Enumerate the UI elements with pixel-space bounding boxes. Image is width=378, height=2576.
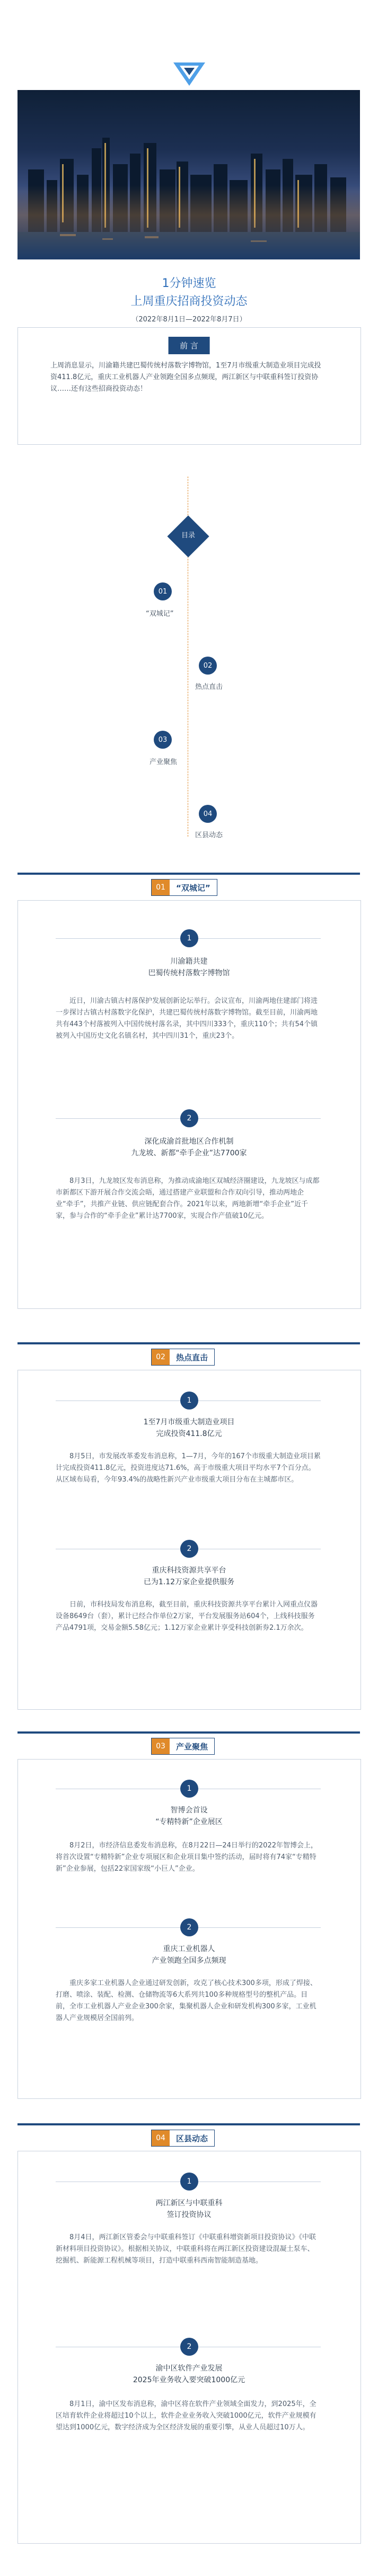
section-1-news-1-body: 近日，川渝古镇古村落保护发展创新论坛举行。会议宣布，川渝两地住建部门将进一步探讨古镇古村落数字化保护，共建巴蜀传统村落数字博物馆。截至目前，川渝两地共有443个村落被列入中国传统村落名录，其中四川333个，重庆110个；共有54个镇被列入中国历史文化名镇名村，其中四川31个，重庆23个。 — [56, 997, 318, 1040]
section-4-top-bar — [17, 2123, 360, 2125]
section-4-news-2-title: 渝中区软件产业发展 2025年业务收入要突破1000亿元 — [133, 2364, 245, 2384]
section-1-num: 01 — [152, 879, 170, 895]
section-4-news-1-num: 1 — [180, 2173, 198, 2191]
section-2-label: 热点直击 — [176, 1352, 208, 1362]
section-2-news-2-title: 重庆科技资源共享平台 已为1.12万家企业提供服务 — [143, 1566, 235, 1586]
city-skyline-image — [17, 90, 360, 259]
catalog-item-2-num[interactable]: 02 — [199, 657, 217, 675]
section-3-top-bar — [17, 1731, 360, 1734]
section-4-news-1-body: 8月4日，两江新区管委会与中联重科签订《中联重科增资新项目投资协议》《中联新材料项目投资协议》。根据相关协议，中联重科将在两江新区投资建设混凝土泵车、挖掘机、新能源工程机械等项目，打造中联重科西南智能制造基地。 — [56, 2233, 317, 2265]
section-4-news-1-title: 两江新区与中联重科 签订投资协议 — [155, 2199, 223, 2219]
section-1-label: “双城记” — [176, 883, 210, 893]
title-line-2: 上周重庆招商投资动态 — [130, 295, 248, 308]
section-1-top-bar — [17, 873, 360, 875]
section-1-tag — [151, 879, 217, 896]
section-4-num: 04 — [152, 2130, 170, 2146]
section-1-news-2-title: 深化成渝首批地区合作机制 九龙坡、新都“牵手企业”达7700家 — [131, 1137, 247, 1157]
section-3-news-1-body: 8月2日，市经济信息委发布消息称，在8月22日—24日举行的2022年智博会上，将首次设置“专精特新”企业专项展区和企业项目集中签约活动，届时将有74家“专精特新”企业参展，包括22家国家级“小巨人”企业。 — [56, 1842, 318, 1873]
section-1-news-1-num: 1 — [180, 929, 198, 947]
section-1-news-2-body: 8月3日，九龙坡区发布消息称，为推动成渝地区双城经济圈建设，九龙坡区与成都市新都区下游开展合作交流会晤，通过搭建产业联盟和合作双向引导，推动两地企业“牵手”，共推产业链、供应链配套合作。2021年以来，两地新增“牵手企业”近千家，参与合作的“牵手企业”累计达7700家，实现合作产值破10亿元。 — [56, 1177, 320, 1220]
preface-label: 前 言 — [168, 337, 210, 354]
catalog-item-4-num[interactable]: 04 — [199, 805, 217, 823]
section-3-news-1-num: 1 — [180, 1780, 198, 1798]
title-line-1: 1分钟速览 — [162, 277, 216, 290]
section-1-news-1-title: 川渝籍共建 巴蜀传统村落数字博物馆 — [148, 957, 230, 977]
section-3-news-1-title: 智博会首设 “专精特新”企业展区 — [155, 1806, 223, 1826]
section-1-news-2-num: 2 — [180, 1109, 198, 1127]
section-3-num: 03 — [152, 1738, 170, 1754]
catalog-item-1-num[interactable]: 01 — [154, 582, 172, 600]
section-4-tag — [151, 2130, 215, 2147]
catalog-item-3-num[interactable]: 03 — [154, 731, 172, 749]
catalog-item-1-label[interactable]: “双城记” — [146, 610, 174, 618]
catalog-item-4-label[interactable]: 区县动态 — [195, 831, 223, 839]
preface-text: 上周消息显示，川渝籍共建巴蜀传统村落数字博物馆，1至7月市级重大制造业项目完成投资411.8亿元，重庆工业机器人产业领跑全国多点频现，两江新区与中联重科签订投资协议……还有这些招商投资动态！ — [50, 362, 321, 393]
section-2-num: 02 — [152, 1349, 170, 1365]
section-3-label: 产业聚焦 — [176, 1742, 208, 1752]
section-2-top-bar — [17, 1342, 360, 1344]
catalog-item-3-label[interactable]: 产业聚焦 — [150, 758, 178, 766]
triangle-logo-icon — [173, 62, 205, 86]
section-3-tag — [151, 1738, 215, 1755]
section-4-label: 区县动态 — [176, 2133, 208, 2143]
catalog-item-2-label[interactable]: 热点直击 — [195, 683, 223, 691]
section-2-news-1-body: 8月5日，市发展改革委发布消息称，1—7月，今年的167个市级重大制造业项目累计完成投资411.8亿元，投资进度达71.6%，高于市级重大项目平均水平7个百分点。从区域布局看，今年93.4%的战略性新兴产业市级重大项目分布在主城都市区。 — [56, 1452, 321, 1484]
date-range: （2022年8月1日—2022年8月7日） — [131, 316, 247, 324]
catalog-label: 目录 — [181, 532, 195, 540]
section-4-news-2-body: 8月1日，渝中区发布消息称，渝中区将在软件产业领域全面发力，到2025年，全区培育软件企业将超过10个以上，软件企业业务收入突破1000亿元，软件产业规模有望达到1000亿元，数字经济成为全区经济发展的重要引擎，从业人员超过10万人。 — [56, 2400, 317, 2431]
section-2-news-2-num: 2 — [180, 1540, 198, 1558]
section-2-news-1-title: 1至7月市级重大制造业项目 完成投资411.8亿元 — [143, 1418, 235, 1438]
section-3-news-2-title: 重庆工业机器人 产业领跑全国多点频现 — [152, 1945, 226, 1965]
section-4-news-2-num: 2 — [180, 2338, 198, 2356]
section-3-news-2-body: 重庆多家工业机器人企业通过研发创新，攻克了核心技术300多项，形成了焊接、打磨、喷涂、装配、检测、仓储物流等6大系列共100多种规格型号的整机产品。目前，全市工业机器人产业企业300余家，集聚机器人企业和研发机构300多家，工业机器人产业规模居全国前列。 — [56, 1979, 317, 2022]
section-2-tag — [151, 1349, 215, 1366]
section-3-news-2-num: 2 — [180, 1918, 198, 1936]
section-2-news-2-body: 日前，市科技局发布消息称，截至目前，重庆科技资源共享平台累计入网重点仪器设备8649台（套），累计已经合作单位2万家，平台发展服务站604个，上线科技服务产品4791项，交易金额5.58亿元；1.12万家企业累计享受科技创新券2.1万余次。 — [56, 1601, 318, 1632]
section-2-news-1-num: 1 — [180, 1392, 198, 1410]
